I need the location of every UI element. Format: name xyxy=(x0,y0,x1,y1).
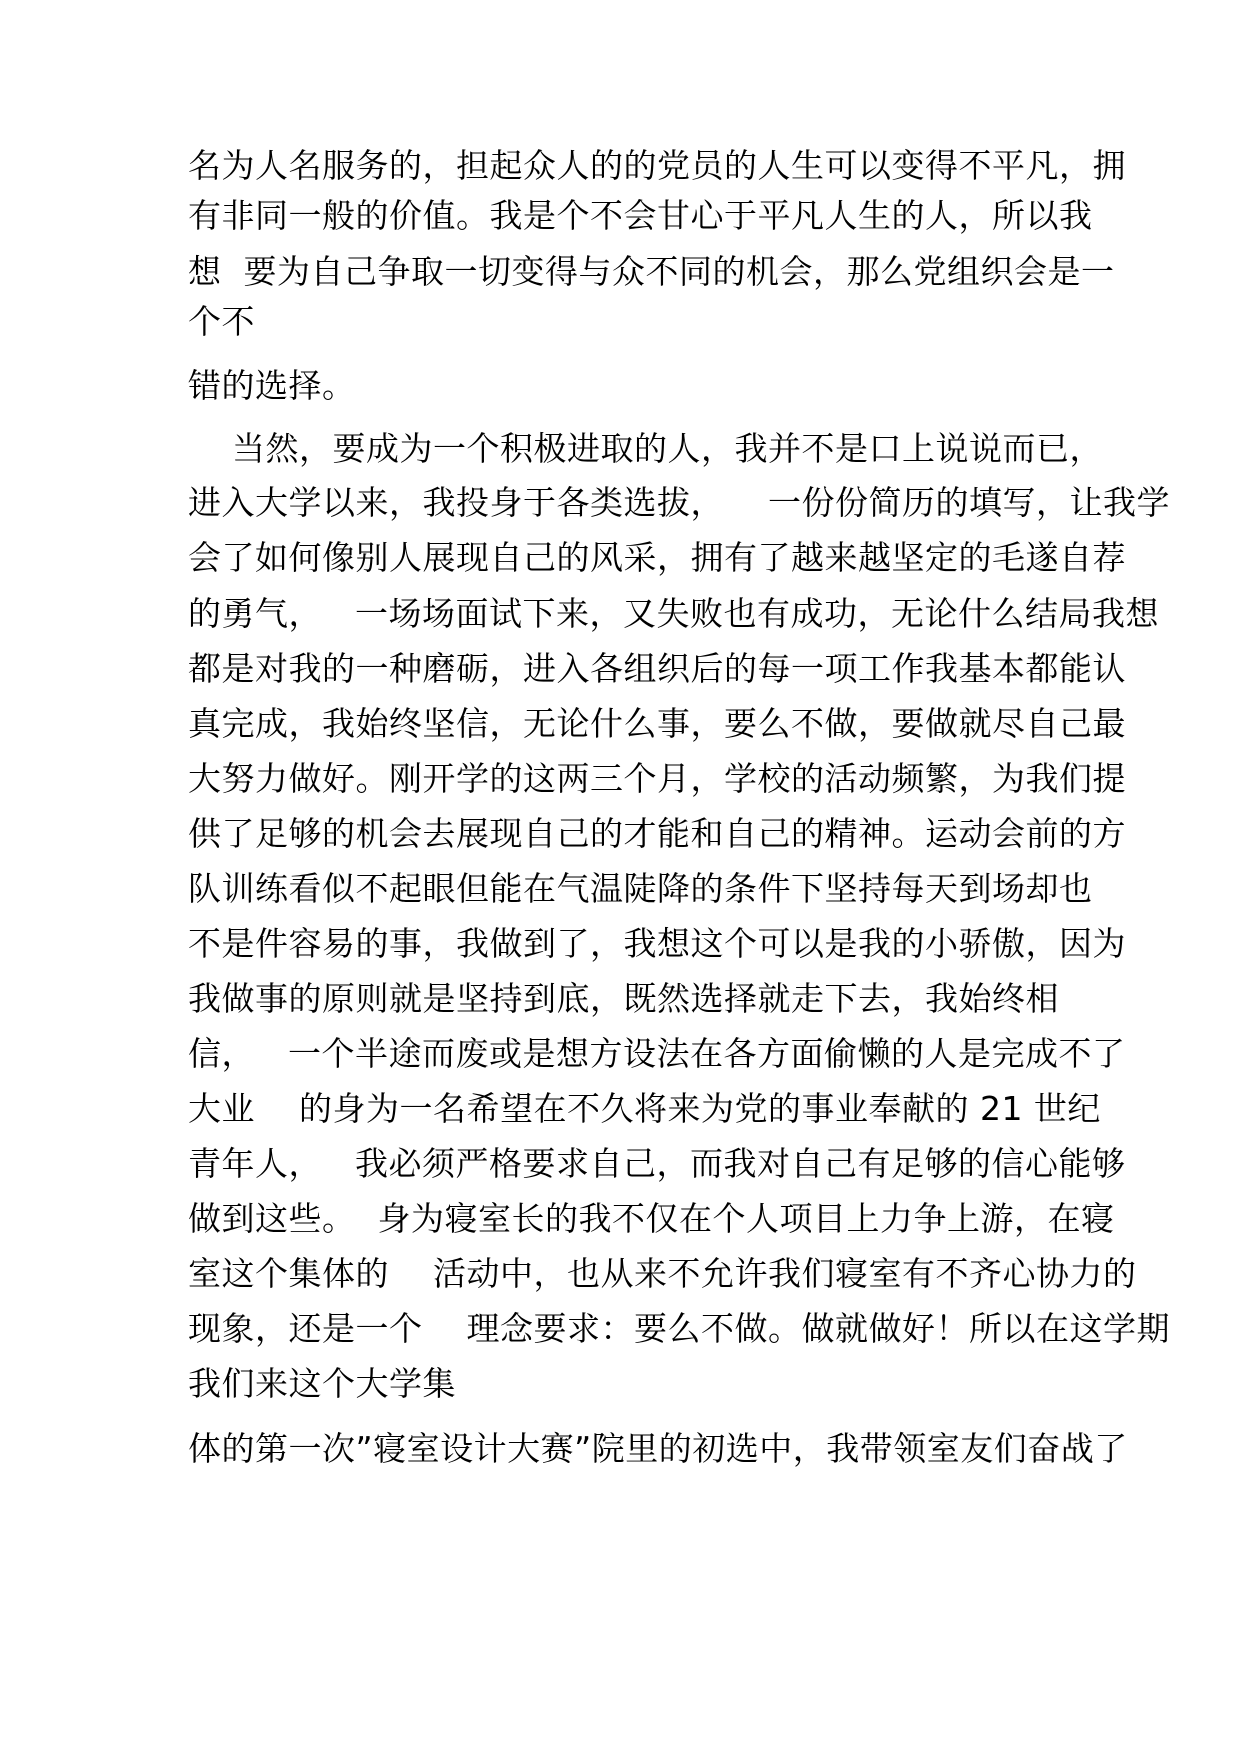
text-line: 队训练看似不起眼但能在气温陡降的条件下坚持每天到场却也 xyxy=(188,869,1093,908)
text-line: 体的第一次”寝室设计大赛”院里的初选中，我带领室友们奋战了 xyxy=(188,1429,1128,1468)
text-line: 都是对我的一种磨砺，进入各组织后的每一项工作我基本都能认 xyxy=(188,649,1126,688)
text-line: 我做事的原则就是坚持到底，既然选择就走下去，我始终相 xyxy=(188,979,1059,1018)
text-line: 青年人， 我必须严格要求自己，而我对自己有足够的信心能够 xyxy=(188,1144,1126,1183)
text-line: 进入大学以来，我投身于各类选拔， 一份份简历的填写，让我学 xyxy=(188,483,1170,522)
text-line: 供了足够的机会去展现自己的才能和自己的精神。运动会前的方 xyxy=(188,814,1126,853)
text-line: 大努力做好。刚开学的这两三个月，学校的活动频繁，为我们提 xyxy=(188,759,1126,798)
text-line: 的勇气， 一场场面试下来，又失败也有成功，无论什么结局我想 xyxy=(188,594,1159,633)
text-line: 个不 xyxy=(188,302,255,341)
text-line: 大业 的身为一名希望在不久将来为党的事业奉献的 21 世纪 xyxy=(188,1089,1101,1128)
text-line: 错的选择。 xyxy=(188,366,356,405)
text-line: 信， 一个半途而废或是想方设法在各方面偷懒的人是完成不了 xyxy=(188,1034,1126,1073)
text-line: 我们来这个大学集 xyxy=(188,1364,456,1403)
text-line: 真完成，我始终坚信，无论什么事，要么不做，要做就尽自己最 xyxy=(188,704,1126,743)
text-line: 室这个集体的 活动中，也从来不允许我们寝室有不齐心协力的 xyxy=(188,1254,1137,1293)
text-line: 想 要为自己争取一切变得与众不同的机会，那么党组织会是一 xyxy=(188,252,1115,291)
text-line: 名为人名服务的，担起众人的的党员的人生可以变得不平凡，拥 xyxy=(188,146,1126,185)
text-line: 做到这些。 身为寝室长的我不仅在个人项目上力争上游，在寝 xyxy=(188,1199,1115,1238)
text-line: 有非同一般的价值。我是个不会甘心于平凡人生的人，所以我 xyxy=(188,196,1093,235)
text-line: 现象，还是一个 理念要求：要么不做。做就做好！所以在这学期 xyxy=(188,1309,1170,1348)
text-line: 不是件容易的事，我做到了，我想这个可以是我的小骄傲，因为 xyxy=(188,924,1126,963)
text-line: 会了如何像别人展现自己的风采，拥有了越来越坚定的毛遂自荐 xyxy=(188,538,1126,577)
paragraph-start-line: 当然，要成为一个积极进取的人，我并不是口上说说而已， xyxy=(188,429,1103,468)
